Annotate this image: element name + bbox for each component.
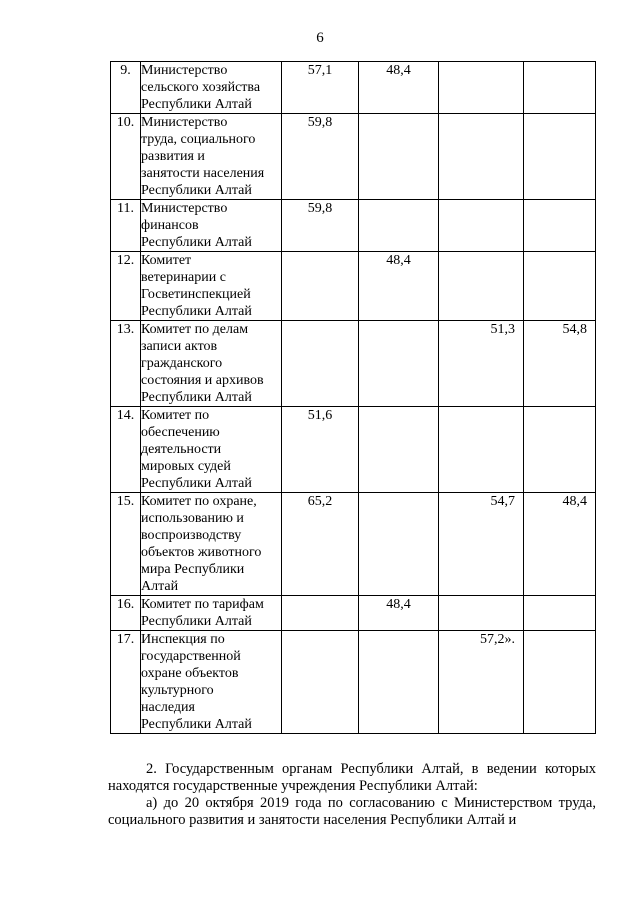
value-cell-2 [359, 631, 439, 734]
organization-name-line: Комитет по делам [141, 322, 249, 337]
value-cell-3 [439, 200, 524, 252]
organization-name-line: Комитет по [141, 408, 210, 423]
value-cell-2: 48,4 [359, 62, 439, 114]
value-cell-4 [524, 407, 596, 493]
organization-name-line: Министерство [141, 201, 228, 216]
organization-name-line: Алтай [141, 579, 179, 594]
table-row [111, 200, 596, 252]
organization-name-line: государственной [141, 649, 241, 664]
organization-name-line: деятельности [141, 442, 222, 457]
value-cell-4 [524, 631, 596, 734]
data-table [110, 61, 596, 734]
organization-name-line: Республики Алтай [141, 183, 252, 198]
row-number: 16. [111, 596, 141, 631]
organization-name-line: Инспекция по [141, 632, 225, 647]
paragraph-2 [108, 795, 596, 829]
table-row [111, 596, 596, 631]
organization-name [141, 200, 282, 252]
value-cell-2 [359, 321, 439, 407]
row-number: 12. [111, 252, 141, 321]
value-cell-3 [439, 596, 524, 631]
paragraph-1-text: 2. Государственным органам Республики Алтай, в ведении которых находятся государственные учреждения Республики Алтай: [108, 761, 596, 794]
table-row [111, 493, 596, 596]
value-cell-3 [439, 114, 524, 200]
row-number: 14. [111, 407, 141, 493]
organization-name [141, 114, 282, 200]
organization-name-line: наследия [141, 700, 195, 715]
organization-name-line: охране объектов [141, 666, 239, 681]
organization-name [141, 62, 282, 114]
organization-name-line: Республики Алтай [141, 304, 252, 319]
organization-name-line: Республики Алтай [141, 476, 252, 491]
value-cell-3 [439, 62, 524, 114]
organization-name-line: воспроизводству [141, 528, 242, 543]
organization-name-line: занятости населения [141, 166, 265, 181]
organization-name-line: обеспечению [141, 425, 220, 440]
value-cell-1: 59,8 [282, 200, 359, 252]
value-cell-2: 48,4 [359, 252, 439, 321]
organization-name [141, 321, 282, 407]
value-cell-3: 57,2». [439, 631, 524, 734]
page-number: 6 [316, 30, 324, 46]
organization-name-line: ветеринарии с [141, 270, 226, 285]
value-cell-2: 48,4 [359, 596, 439, 631]
organization-name-line: Комитет по тарифам [141, 597, 264, 612]
organization-name-line: мира Республики [141, 562, 245, 577]
organization-name [141, 493, 282, 596]
value-cell-3: 54,7 [439, 493, 524, 596]
organization-name-line: Госветинспекцией [141, 287, 251, 302]
value-cell-4: 54,8 [524, 321, 596, 407]
organization-name-line: гражданского [141, 356, 223, 371]
paragraph-1 [108, 761, 596, 795]
organization-name-line: Республики Алтай [141, 235, 252, 250]
organization-name-line: развития и [141, 149, 205, 164]
organization-name-line: Министерство [141, 63, 228, 78]
value-cell-4 [524, 200, 596, 252]
value-cell-1: 51,6 [282, 407, 359, 493]
value-cell-4 [524, 62, 596, 114]
value-cell-3 [439, 252, 524, 321]
row-number: 17. [111, 631, 141, 734]
organization-name-line: записи актов [141, 339, 218, 354]
organization-name-line: мировых судей [141, 459, 231, 474]
value-cell-1 [282, 631, 359, 734]
value-cell-4: 48,4 [524, 493, 596, 596]
organization-name-line: Комитет [141, 253, 192, 268]
value-cell-3 [439, 407, 524, 493]
paragraph-2-text: а) до 20 октября 2019 года по согласованию с Министерством труда, социального развития и занятости населения Республики Алтай и [108, 795, 596, 828]
table-row [111, 321, 596, 407]
organization-name-line: культурного [141, 683, 214, 698]
table-row [111, 62, 596, 114]
value-cell-2 [359, 407, 439, 493]
row-number: 15. [111, 493, 141, 596]
value-cell-2 [359, 493, 439, 596]
organization-name-line: использованию и [141, 511, 244, 526]
organization-name-line: сельского хозяйства [141, 80, 261, 95]
organization-name-line: объектов животного [141, 545, 262, 560]
value-cell-4 [524, 252, 596, 321]
value-cell-2 [359, 114, 439, 200]
table-row [111, 252, 596, 321]
organization-name-line: Министерство [141, 115, 228, 130]
value-cell-1: 57,1 [282, 62, 359, 114]
table-row [111, 114, 596, 200]
organization-name-line: состояния и архивов [141, 373, 264, 388]
row-number: 11. [111, 200, 141, 252]
organization-name-line: Республики Алтай [141, 390, 252, 405]
value-cell-1 [282, 596, 359, 631]
organization-name-line: Республики Алтай [141, 614, 252, 629]
row-number: 9. [111, 62, 141, 114]
value-cell-3: 51,3 [439, 321, 524, 407]
table-row [111, 407, 596, 493]
value-cell-4 [524, 114, 596, 200]
organization-name [141, 631, 282, 734]
organization-name-line: Комитет по охране, [141, 494, 257, 509]
row-number: 13. [111, 321, 141, 407]
value-cell-4 [524, 596, 596, 631]
value-cell-1 [282, 252, 359, 321]
organization-name [141, 596, 282, 631]
organization-name-line: Республики Алтай [141, 97, 252, 112]
organization-name-line: Республики Алтай [141, 717, 252, 732]
value-cell-1: 65,2 [282, 493, 359, 596]
organization-name [141, 252, 282, 321]
row-number: 10. [111, 114, 141, 200]
organization-name [141, 407, 282, 493]
value-cell-1 [282, 321, 359, 407]
table-row [111, 631, 596, 734]
value-cell-1: 59,8 [282, 114, 359, 200]
value-cell-2 [359, 200, 439, 252]
organization-name-line: труда, социального [141, 132, 256, 147]
organization-name-line: финансов [141, 218, 199, 233]
